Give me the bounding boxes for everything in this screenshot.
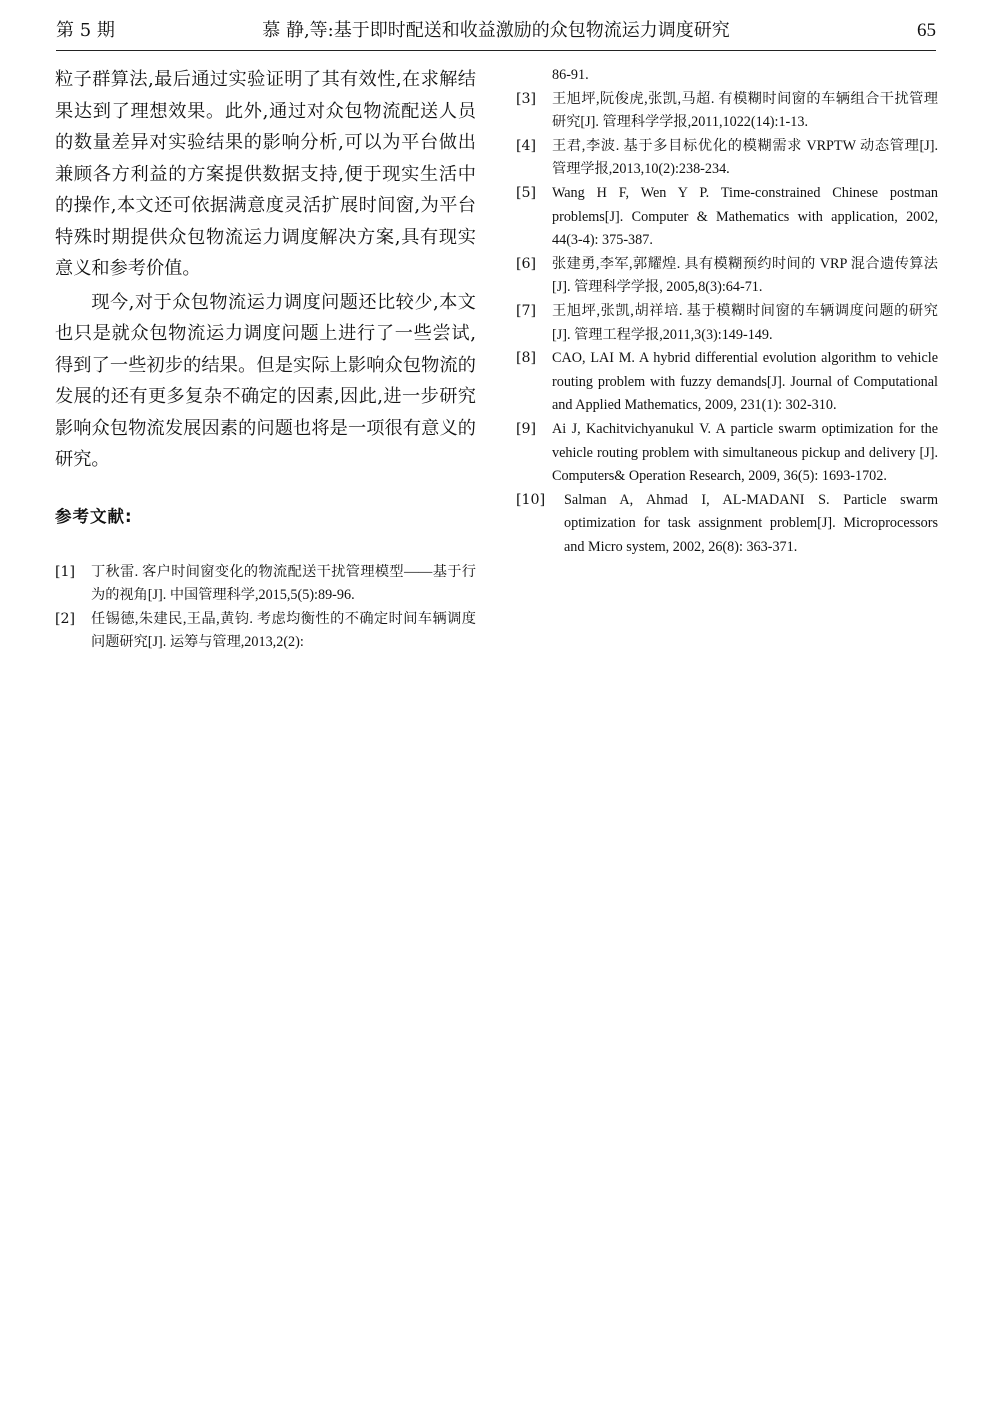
right-column xyxy=(516,67,938,559)
reference-number: [5] xyxy=(516,184,537,201)
reference-number: [7] xyxy=(516,302,537,319)
reference-item-9 xyxy=(516,418,938,489)
reference-text: 王旭坪,阮俊虎,张凯,马超. 有模糊时间窗的车辆组合干扰管理研究[J]. 管理科学学报,2011,1022(14):1-13. xyxy=(552,90,938,131)
reference-item-1 xyxy=(55,561,476,608)
reference-number: [2] xyxy=(55,610,76,627)
reference-text: 王旭坪,张凯,胡祥培. 基于模糊时间窗的车辆调度问题的研究[J]. 管理工程学报,2011,3(3):149-149. xyxy=(552,302,938,343)
page-header xyxy=(56,14,936,51)
reference-continuation: 86-91. xyxy=(552,67,589,83)
running-title: 慕 静,等:基于即时配送和收益激励的众包物流运力调度研究 xyxy=(262,20,730,41)
body-paragraph-2: 现今,对于众包物流运力调度问题还比较少,本文也只是就众包物流运力调度问题上进行了一些尝试,得到了一些初步的结果。但是实际上影响众包物流的发展的还有更多复杂不确定的因素,因此,进一步研究影响众包物流发展因素的问题也将是一项很有意义的研究。 xyxy=(55,291,476,470)
reference-text: 任锡德,朱建民,王晶,黄钧. 考虑均衡性的不确定时间车辆调度问题研究[J]. 运筹与管理,2013,2(2): xyxy=(91,610,476,651)
reference-number: [9] xyxy=(516,420,537,437)
reference-item-2 xyxy=(55,608,476,655)
reference-text: Wang H F, Wen Y P. Time-constrained Chinese postman problems[J]. Computer & Mathematics with application, 2002, 44(3-4): 375-387. xyxy=(552,184,938,249)
references-heading: 参考文献: xyxy=(55,506,133,526)
reference-item-7 xyxy=(516,300,938,347)
body-paragraph-1: 粒子群算法,最后通过实验证明了其有效性,在求解结果达到了理想效果。此外,通过对众包物流配送人员的数量差异对实验结果的影响分析,可以为平台做出兼顾各方利益的方案提供数据支持,便于现实生活中的操作,本文还可依据满意度灵活扩展时间窗,为平台特殊时期提供众包物流运力调度解决方案,具有现实意义和参考价值。 xyxy=(55,69,476,279)
reference-item-5 xyxy=(516,182,938,253)
reference-item-4 xyxy=(516,135,938,182)
reference-item-6 xyxy=(516,253,938,300)
reference-number: [4] xyxy=(516,137,537,154)
page-number: 65 xyxy=(917,20,936,41)
reference-item-8 xyxy=(516,347,938,418)
reference-text: Salman A, Ahmad I, AL-MADANI S. Particle swarm optimization for task assignment problem[J]. Microprocessors and Micro system, 2002, 26(8): 363-371. xyxy=(564,491,938,555)
reference-text: Ai J, Kachitvichyanukul V. A particle swarm optimization for the vehicle routing problem with simultaneous pickup and delivery [J]. Computers& Operation Research, 2009, 36(5): 1693-1702. xyxy=(552,420,938,485)
issue-number: 第 5 期 xyxy=(56,20,115,41)
reference-number: [8] xyxy=(516,350,537,367)
reference-text: CAO, LAI M. A hybrid differential evolution algorithm to vehicle routing problem with fuzzy demands[J]. Journal of Computational and Applied Mathematics, 2009, 231(1): 302-310. xyxy=(552,350,938,414)
reference-text: 张建勇,李军,郭耀煌. 具有模糊预约时间的 VRP 混合遗传算法[J]. 管理科学学报, 2005,8(3):64-71. xyxy=(552,255,938,296)
reference-number: [6] xyxy=(516,255,537,272)
reference-number: [10] xyxy=(516,491,546,508)
left-column xyxy=(55,64,476,655)
reference-text: 王君,李波. 基于多目标优化的模糊需求 VRPTW 动态管理[J]. 管理学报,2013,10(2):238-234. xyxy=(552,137,938,178)
reference-item-10 xyxy=(516,489,938,560)
reference-text: 丁秋雷. 客户时间窗变化的物流配送干扰管理模型——基于行为的视角[J]. 中国管理科学,2015,5(5):89-96. xyxy=(91,563,476,604)
reference-number: [1] xyxy=(55,563,76,580)
reference-number: [3] xyxy=(516,90,537,107)
reference-item-3 xyxy=(516,88,938,135)
